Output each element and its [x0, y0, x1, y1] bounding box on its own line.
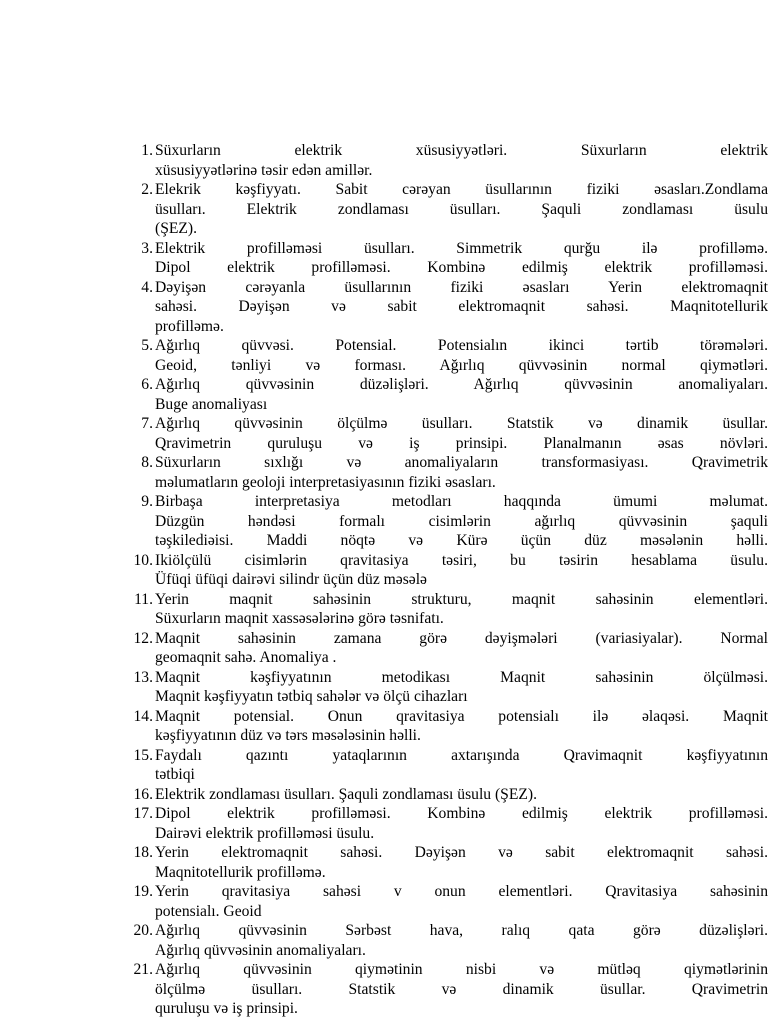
- list-item: [118, 882, 768, 921]
- item-text-line: üsulları. Elektrik zondlaması üsulları. Şaquli zondlaması üsulu: [155, 200, 768, 218]
- list-item: [118, 746, 768, 785]
- item-text: [155, 843, 768, 882]
- item-text-line: Buge anomaliyası: [155, 395, 268, 413]
- item-number: 11.: [134, 590, 153, 608]
- item-number: 2.: [141, 181, 153, 198]
- list-item: [118, 590, 768, 629]
- item-text-line: Birbaşa interpretasiya metodları haqqında ümumi məlumat.: [155, 493, 768, 510]
- item-text-line: Dəyişən cərəyanla üsullarının fiziki əsasları Yerin elektromaqnit: [155, 278, 768, 296]
- item-text-line: profilləmə.: [155, 317, 224, 335]
- item-text: [155, 785, 768, 805]
- item-text-line: Ağırlıq qüvvəsinin anomaliyaları.: [155, 941, 366, 959]
- item-text: [155, 921, 768, 960]
- item-text: [155, 375, 768, 414]
- item-text: [155, 551, 768, 590]
- item-text-line: Ağırlıq qüvvəsinin qiymətinin nisbi və mütləq qiymətlərinin: [155, 961, 768, 978]
- item-text-line: Ağırlıq qüvvəsinin Sərbəst hava, ralıq qata görə düzəlişləri.: [155, 922, 768, 939]
- item-text-line: Yerin qravitasiya sahəsi v onun elementləri. Qravitasiya sahəsinin: [155, 883, 768, 900]
- item-text: [155, 453, 768, 492]
- item-number: 12.: [133, 629, 153, 647]
- list-item: [118, 239, 768, 278]
- item-text: [155, 278, 768, 337]
- item-text-line: təşkilediəisi. Maddi nöqtə və Kürə üçün düz məsələnin həlli.: [155, 532, 768, 549]
- item-text-line: Faydalı qazıntı yataqlarının axtarışında Qravimaqnit kəşfiyyatının: [155, 746, 768, 764]
- list-item: [118, 843, 768, 882]
- item-text-line: Maqnit potensial. Onun qravitasiya potensialı ilə əlaqəsi. Maqnit: [155, 707, 768, 725]
- item-text-line: məlumatların geoloji interpretasiyasının fiziki əsasları.: [155, 473, 496, 491]
- item-text-line: Ağırlıq qüvvəsinin ölçülmə üsulları. Statstik və dinamik üsullar.: [155, 415, 768, 432]
- question-list: [118, 141, 768, 1019]
- item-number: 16.: [133, 785, 153, 803]
- item-number: 5.: [141, 337, 153, 354]
- item-text-line: Süxurların sıxlığı və anomaliyaların transformasiyası. Qravimetrik: [155, 454, 768, 471]
- item-number: 8.: [141, 454, 153, 471]
- item-number: 20.: [133, 922, 153, 939]
- item-text-line: Geoid, tənliyi və forması. Ağırlıq qüvvəsinin normal qiymətləri.: [155, 356, 768, 374]
- item-text: [155, 707, 768, 746]
- item-number: 10.: [133, 551, 153, 569]
- item-text: [155, 882, 768, 921]
- list-item: [118, 629, 768, 668]
- item-text: [155, 668, 768, 707]
- item-number: 1.: [141, 142, 153, 159]
- item-text-line: tətbiqi: [155, 766, 195, 783]
- list-item: [118, 336, 768, 375]
- list-item: [118, 707, 768, 746]
- item-number: 15.: [133, 746, 153, 764]
- item-text: [155, 336, 768, 375]
- item-text-line: Ağırlıq qüvvəsi. Potensial. Potensialın ikinci tərtib törəmələri.: [155, 337, 768, 354]
- item-text-line: Maqnit sahəsinin zamana görə dəyişmələri (variasiyalar). Normal: [155, 629, 768, 647]
- list-item: [118, 375, 768, 414]
- item-text-line: Ağırlıq qüvvəsinin düzəlişləri. Ağırlıq qüvvəsinin anomaliyaları.: [155, 376, 768, 393]
- item-text-line: sahəsi. Dəyişən və sabit elektromaqnit sahəsi. Maqnitotellurik: [155, 298, 768, 315]
- item-text-line: Elekrik kəşfiyyatı. Sabit cərəyan üsullarının fiziki əsasları.Zondlama: [155, 181, 768, 198]
- item-text-line: Süxurların elektrik xüsusiyyətləri. Süxurların elektrik: [155, 142, 768, 159]
- item-text-line: quruluşu və iş prinsipi.: [155, 1000, 298, 1017]
- item-number: 21.: [133, 961, 153, 978]
- item-number: 17.: [133, 805, 153, 822]
- item-text: [155, 180, 768, 239]
- item-text-line: Maqnit kəşfiyyatın tətbiq sahələr və ölçü cihazları: [155, 688, 468, 705]
- list-item: [118, 921, 768, 960]
- list-item: [118, 551, 768, 590]
- item-text-line: Qravimetrin quruluşu və iş prinsipi. Planalmanın əsas növləri.: [155, 434, 768, 452]
- list-item: [118, 141, 768, 180]
- list-item: [118, 278, 768, 337]
- list-item: [118, 785, 768, 805]
- item-text-line: potensialı. Geoid: [155, 902, 262, 920]
- item-text-line: Elektrik profilləməsi üsulları. Simmetrik qurğu ilə profilləmə.: [155, 239, 768, 257]
- item-number: 7.: [141, 415, 153, 432]
- item-number: 19.: [133, 883, 153, 900]
- item-text: [155, 590, 768, 629]
- item-text: [155, 746, 768, 785]
- item-number: 6.: [141, 376, 153, 393]
- list-item: [118, 960, 768, 1019]
- item-text-line: Süxurların maqnit xassəsələrinə görə təsnifatı.: [155, 610, 444, 627]
- item-text-line: (ŞEZ).: [155, 220, 198, 237]
- list-item: [118, 668, 768, 707]
- item-number: 14.: [133, 707, 153, 725]
- item-text-line: geomaqnit sahə. Anomaliya .: [155, 649, 337, 666]
- item-text: [155, 492, 768, 551]
- item-number: 18.: [133, 844, 153, 861]
- item-text-line: Yerin maqnit sahəsinin strukturu, maqnit sahəsinin elementləri.: [155, 590, 768, 608]
- list-item: [118, 804, 768, 843]
- item-text-line: Üfüqi üfüqi dairəvi silindr üçün düz məsələ: [155, 571, 427, 588]
- item-text: [155, 960, 768, 1019]
- item-text-line: Maqnitotellurik profilləmə.: [155, 863, 326, 881]
- item-text-line: Yerin elektromaqnit sahəsi. Dəyişən və sabit elektromaqnit sahəsi.: [155, 844, 768, 861]
- item-number: 4.: [141, 278, 153, 296]
- item-text: [155, 239, 768, 278]
- item-text-line: Düzgün həndəsi formalı cisimlərin ağırlıq qüvvəsinin şaquli: [155, 512, 768, 530]
- item-text: [155, 141, 768, 180]
- item-number: 9.: [141, 493, 153, 510]
- list-item: [118, 453, 768, 492]
- item-text-line: Maqnit kəşfiyyatının metodikası Maqnit sahəsinin ölçülməsi.: [155, 668, 768, 686]
- item-text: [155, 414, 768, 453]
- item-text-line: xüsusiyyətlərinə təsir edən amillər.: [155, 161, 373, 179]
- item-text-line: Ikiölçülü cisimlərin qravitasiya təsiri, bu təsirin hesablama üsulu.: [155, 551, 768, 569]
- list-item: [118, 180, 768, 239]
- list-item: [118, 414, 768, 453]
- item-number: 3.: [141, 239, 153, 257]
- item-text: [155, 629, 768, 668]
- item-text-line: Elektrik zondlaması üsulları. Şaquli zondlaması üsulu (ŞEZ).: [155, 785, 537, 803]
- item-text-line: Dairəvi elektrik profilləməsi üsulu.: [155, 824, 375, 842]
- item-text-line: Dipol elektrik profilləməsi. Kombinə edilmiş elektrik profilləməsi.: [155, 259, 768, 276]
- item-text-line: kəşfiyyatının düz və tərs məsələsinin həlli.: [155, 727, 421, 744]
- item-number: 13.: [133, 668, 153, 686]
- item-text: [155, 804, 768, 843]
- list-item: [118, 492, 768, 551]
- item-text-line: Dipol elektrik profilləməsi. Kombinə edilmiş elektrik profilləməsi.: [155, 805, 768, 822]
- item-text-line: ölçülmə üsulları. Statstik və dinamik üsullar. Qravimetrin: [155, 980, 768, 998]
